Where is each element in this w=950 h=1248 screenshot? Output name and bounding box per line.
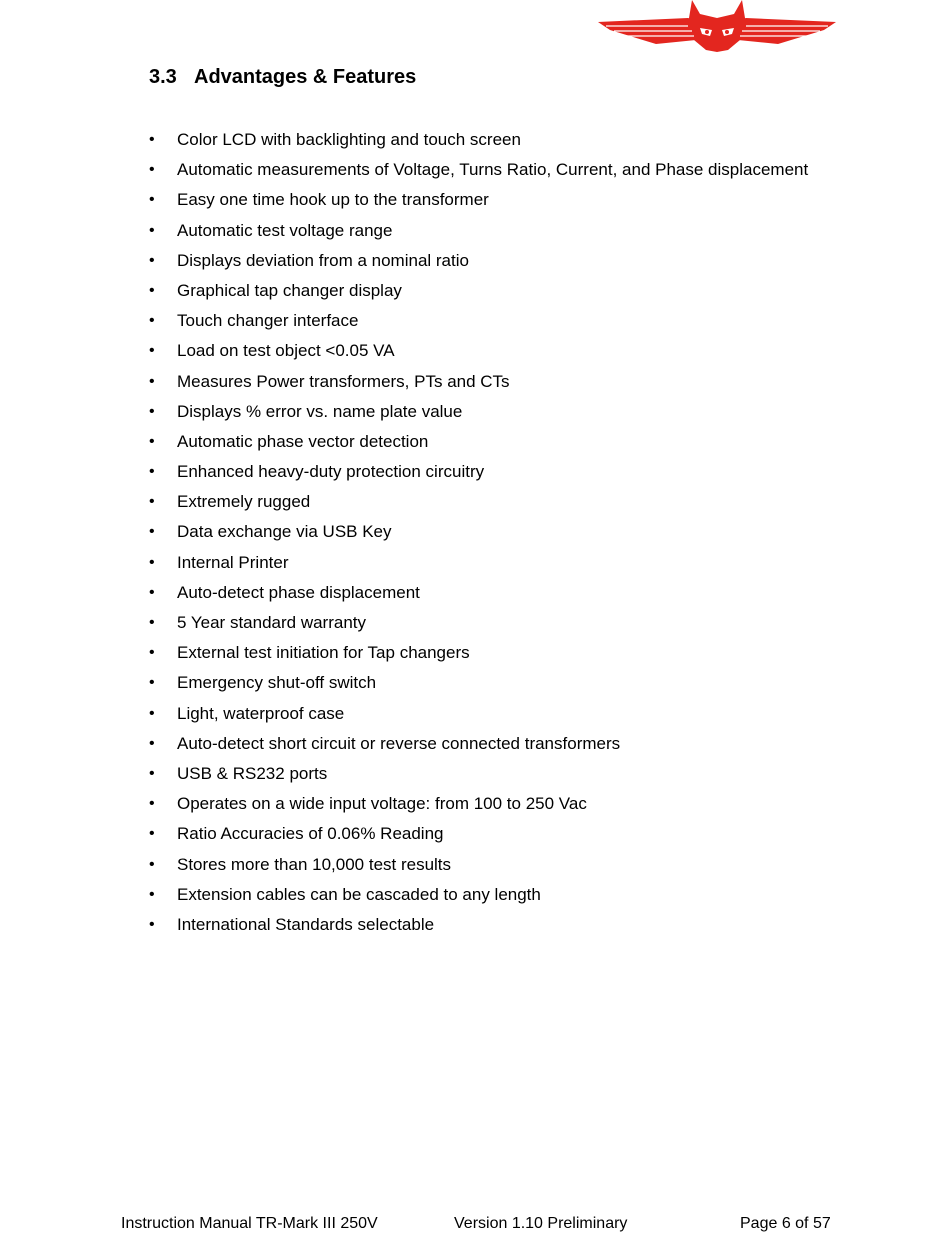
list-item bbox=[149, 671, 808, 701]
list-item bbox=[149, 702, 808, 732]
bullet-icon: • bbox=[149, 221, 155, 239]
list-item-text: Measures Power transformers, PTs and CTs bbox=[177, 371, 510, 391]
list-item bbox=[149, 219, 808, 249]
bullet-icon: • bbox=[149, 825, 155, 843]
bullet-icon: • bbox=[149, 493, 155, 511]
list-item-text: Automatic phase vector detection bbox=[177, 431, 429, 451]
footer-version: Version 1.10 Preliminary bbox=[454, 1215, 628, 1232]
company-logo-icon bbox=[596, 0, 838, 54]
bullet-icon: • bbox=[149, 191, 155, 209]
list-item bbox=[149, 249, 808, 279]
bullet-icon: • bbox=[149, 885, 155, 903]
list-item-text: Easy one time hook up to the transformer bbox=[177, 190, 489, 210]
list-item bbox=[149, 641, 808, 671]
list-item-text: Stores more than 10,000 test results bbox=[177, 854, 452, 874]
list-item bbox=[149, 490, 808, 520]
list-item bbox=[149, 551, 808, 581]
list-item-text: Data exchange via USB Key bbox=[177, 522, 392, 542]
bullet-icon: • bbox=[149, 161, 155, 179]
list-item bbox=[149, 279, 808, 309]
list-item-text: Graphical tap changer display bbox=[177, 280, 402, 300]
bullet-icon: • bbox=[149, 795, 155, 813]
bullet-icon: • bbox=[149, 463, 155, 481]
list-item bbox=[149, 430, 808, 460]
list-item bbox=[149, 611, 808, 641]
list-item bbox=[149, 732, 808, 762]
list-item-text: Light, waterproof case bbox=[177, 703, 345, 723]
bullet-icon: • bbox=[149, 583, 155, 601]
bullet-icon: • bbox=[149, 281, 155, 299]
bullet-icon: • bbox=[149, 342, 155, 360]
list-item-text: Auto-detect phase displacement bbox=[177, 582, 420, 602]
bullet-icon: • bbox=[149, 553, 155, 571]
section-heading bbox=[149, 66, 416, 89]
list-item-text: Displays deviation from a nominal ratio bbox=[177, 250, 469, 270]
list-item-text: International Standards selectable bbox=[177, 914, 435, 934]
list-item-text: Displays % error vs. name plate value bbox=[177, 401, 463, 421]
list-item bbox=[149, 188, 808, 218]
list-item-text: Color LCD with backlighting and touch screen bbox=[177, 130, 521, 149]
page-footer bbox=[0, 1215, 950, 1237]
list-item-text: Emergency shut-off switch bbox=[177, 673, 377, 693]
list-item-text: Extremely rugged bbox=[177, 492, 311, 512]
bullet-icon: • bbox=[149, 674, 155, 692]
list-item bbox=[149, 822, 808, 852]
section-number: 3.3 bbox=[149, 66, 177, 88]
list-item-text: Ratio Accuracies of 0.06% Reading bbox=[177, 824, 444, 844]
list-item-text: Auto-detect short circuit or reverse connected transformers bbox=[177, 733, 621, 753]
bullet-icon: • bbox=[149, 734, 155, 752]
list-item-text: Automatic test voltage range bbox=[177, 220, 393, 240]
list-item-text: Extension cables can be cascaded to any length bbox=[177, 884, 541, 904]
bullet-icon: • bbox=[149, 251, 155, 269]
bullet-icon: • bbox=[149, 764, 155, 782]
bullet-icon: • bbox=[149, 131, 155, 148]
bullet-icon: • bbox=[149, 432, 155, 450]
footer-page-number: Page 6 of 57 bbox=[740, 1215, 831, 1232]
bullet-icon: • bbox=[149, 372, 155, 390]
list-item bbox=[149, 581, 808, 611]
list-item bbox=[149, 883, 808, 913]
bullet-icon: • bbox=[149, 644, 155, 662]
list-item-text: Automatic measurements of Voltage, Turns Ratio, Current, and Phase displacement bbox=[177, 160, 809, 180]
bullet-icon: • bbox=[149, 402, 155, 420]
bullet-icon: • bbox=[149, 855, 155, 873]
list-item-text: 5 Year standard warranty bbox=[177, 613, 367, 632]
list-item-text: Enhanced heavy-duty protection circuitry bbox=[177, 462, 485, 482]
bullet-icon: • bbox=[149, 523, 155, 541]
footer-manual-title: Instruction Manual TR-Mark III 250V bbox=[121, 1215, 378, 1232]
bullet-icon: • bbox=[149, 704, 155, 722]
list-item-text: Internal Printer bbox=[177, 552, 289, 572]
list-item-text: Load on test object <0.05 VA bbox=[177, 341, 395, 361]
bullet-icon: • bbox=[149, 614, 155, 631]
list-item-text: External test initiation for Tap changers bbox=[177, 643, 470, 663]
list-item bbox=[149, 913, 808, 943]
list-item bbox=[149, 853, 808, 883]
list-item bbox=[149, 309, 808, 339]
bullet-icon: • bbox=[149, 312, 155, 330]
list-item bbox=[149, 762, 808, 792]
list-item-text: Touch changer interface bbox=[177, 311, 359, 331]
feature-list bbox=[149, 128, 808, 943]
list-item bbox=[149, 128, 808, 158]
bullet-icon: • bbox=[149, 915, 155, 933]
list-item bbox=[149, 460, 808, 490]
list-item bbox=[149, 520, 808, 550]
list-item bbox=[149, 370, 808, 400]
list-item bbox=[149, 400, 808, 430]
list-item-text: USB & RS232 ports bbox=[177, 763, 328, 783]
list-item bbox=[149, 158, 808, 188]
section-title: Advantages & Features bbox=[194, 66, 417, 88]
list-item bbox=[149, 792, 808, 822]
list-item bbox=[149, 339, 808, 369]
list-item-text: Operates on a wide input voltage: from 100 to 250 Vac bbox=[177, 794, 587, 814]
